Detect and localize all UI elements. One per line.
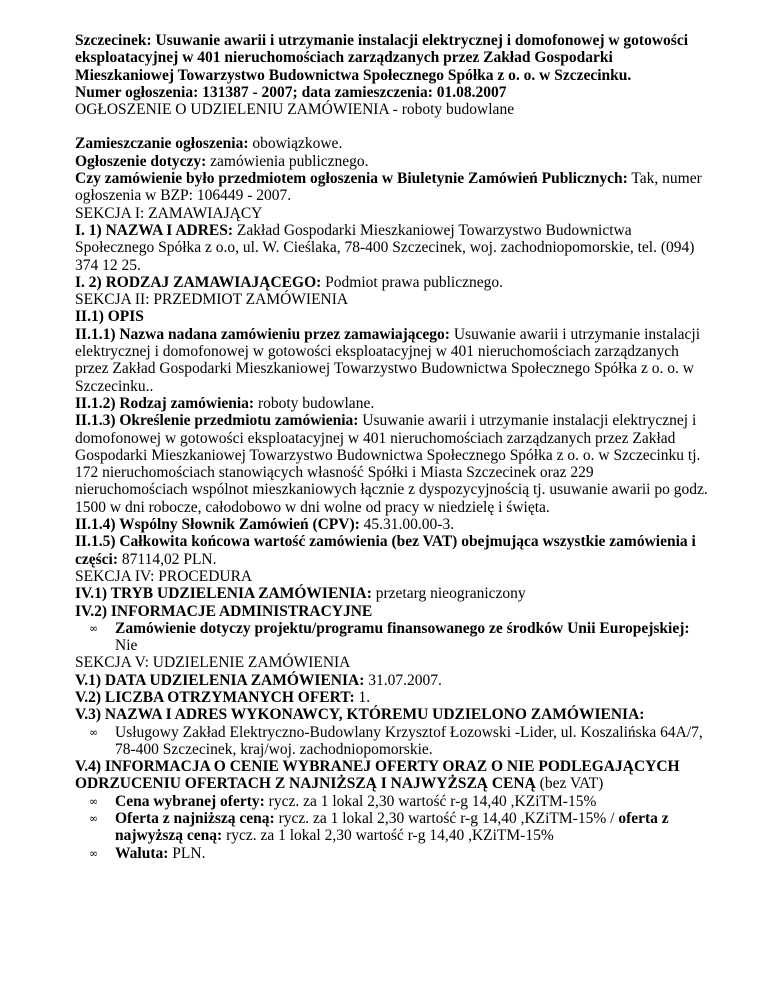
document-header xyxy=(75,32,710,101)
list-item: ∞ Waluta: PLN. xyxy=(89,844,206,862)
section-heading-2: SEKCJA II: PRZEDMIOT ZAMÓWIENIA xyxy=(75,291,349,309)
list-item: ∞ Usługowy Zakład Elektryczno-Budowlany Krzysztof Łozowski -Lider, ul. Koszalińska 64A/7, 78-400 Szczecinek, kraj/woj. zachodniopomorskie. xyxy=(89,723,703,758)
announcement-type: OGŁOSZENIE O UDZIELENIU ZAMÓWIENIA - roboty budowlane xyxy=(75,101,515,119)
field-tryb: IV.1) TRYB UDZIELENIA ZAMÓWIENIA: przetarg nieograniczony xyxy=(75,585,526,603)
field-nazwa-adres: I. 1) NAZWA I ADRES: Zakład Gospodarki Mieszkaniowej Towarzystwo Budownictwa Społecznego Spółka z o.o, ul. W. Cieślaka, 78-400 Szczecinek, woj. zachodniopomorskie, tel. (094) 374 12 25. xyxy=(75,221,695,274)
field-rodzaj-zamowienia: II.1.2) Rodzaj zamówienia: roboty budowlane. xyxy=(75,394,375,412)
infinity-bullet-icon: ∞ xyxy=(89,794,99,808)
field-bzp: Czy zamówienie było przedmiotem ogłoszenia w Biuletynie Zamówień Publicznych: Tak, numer ogłoszenia w BZP: 106449 - 2007. xyxy=(75,170,702,205)
field-wykonawca-heading: V.3) NAZWA I ADRES WYKONAWCY, KTÓREMU UDZIELONO ZAMÓWIENIA: xyxy=(75,706,645,724)
list-item: ∞ Oferta z najniższą ceną: rycz. za 1 lokal 2,30 wartość r-g 14,40 ,KZiTM-15% / oferta z najwyższą ceną: rycz. za 1 lokal 2,30 wartość r-g 14,40 ,KZiTM-15% xyxy=(89,810,669,845)
contractor-list xyxy=(75,724,710,759)
infinity-bullet-icon: ∞ xyxy=(89,812,99,826)
field-rodzaj-zamawiajacego: I. 2) RODZAJ ZAMAWIAJĄCEGO: Podmiot prawa publicznego. xyxy=(75,273,503,291)
section-heading-5: SEKCJA V: UDZIELENIE ZAMÓWIENIA xyxy=(75,654,351,672)
field-liczba-ofert: V.2) LICZBA OTRZYMANYCH OFERT: 1. xyxy=(75,688,371,706)
field-dotyczy: Ogłoszenie dotyczy: zamówienia publicznego. xyxy=(75,152,369,170)
subsection-opis: II.1) OPIS xyxy=(75,308,144,326)
field-przedmiot: II.1.3) Określenie przedmiotu zamówienia: Usuwanie awarii i utrzymanie instalacji elektrycznej i domofonowej w gotowości eksploatacyjnej w 401 nieruchomościach zarządzanych przez Zakład Gospodarki Mieszkaniowej Towarzystwo Budownictwa Społecznego Spółka z o. o. w Szczecinku tj. 172 nieruchomościach stanowiących własność Spółki i Miasta Szczecinek oraz 229 nieruchomościach wspólnot mieszkaniowych łącznie z dyspozycyjnością tj. usuwanie awarii po godz. 1500 w dni robocze, całodobowo w dni wolne od pracy w niedzielę i święta. xyxy=(75,412,708,516)
field-cena-heading: V.4) INFORMACJA O CENIE WYBRANEJ OFERTY ORAZ O NIE PODLEGAJĄCYCH ODRZUCENIU OFERTACH Z NAJNIŻSZĄ I NAJWYŻSZĄ CENĄ (bez VAT) xyxy=(75,758,680,793)
announcement-number: Numer ogłoszenia: 131387 - 2007; data zamieszczenia: 01.08.2007 xyxy=(75,83,507,101)
infinity-bullet-icon: ∞ xyxy=(89,846,99,860)
field-cpv: II.1.4) Wspólny Słownik Zamówień (CPV): 45.31.00.00-3. xyxy=(75,516,455,534)
field-wartosc: II.1.5) Całkowita końcowa wartość zamówienia (bez VAT) obejmująca wszystkie zamówienia i części: 87114,02 PLN. xyxy=(75,533,696,568)
field-nazwa-zamowienia: II.1.1) Nazwa nadana zamówieniu przez zamawiającego: Usuwanie awarii i utrzymanie instalacji elektrycznej i domofonowej w gotowości eksploatacyjnej w 401 nieruchomościach zarządzanych przez Zakład Gospodarki Mieszkaniowej Towarzystwo Budownictwa Społecznego Spółka z o. o. w Szczecinku.. xyxy=(75,325,701,395)
list-item: ∞ Zamówienie dotyczy projektu/programu finansowanego ze środków Unii Europejskiej: Nie xyxy=(89,619,690,655)
section-heading-1: SEKCJA I: ZAMAWIAJĄCY xyxy=(75,204,263,222)
price-list xyxy=(75,793,710,862)
admin-list xyxy=(75,620,710,655)
list-item: ∞ Cena wybranej oferty: rycz. za 1 lokal 2,30 wartość r-g 14,40 ,KZiTM-15% xyxy=(89,792,597,810)
infinity-bullet-icon: ∞ xyxy=(89,725,99,739)
subsection-administracyjne: IV.2) INFORMACJE ADMINISTRACYJNE xyxy=(75,602,373,620)
section-heading-4: SEKCJA IV: PROCEDURA xyxy=(75,567,253,585)
field-data-udzielenia: V.1) DATA UDZIELENIA ZAMÓWIENIA: 31.07.2007. xyxy=(75,671,442,689)
document-title: Szczecinek: Usuwanie awarii i utrzymanie instalacji elektrycznej i domofonowej w gotowości eksploatacyjnej w 401 nieruchomościach zarządzanych przez Zakład Gospodarki Mieszkaniowej Towarzystwo Budownictwa Społecznego Spółka z o. o. w Szczecinku. xyxy=(75,32,688,84)
infinity-bullet-icon: ∞ xyxy=(89,621,99,635)
field-zamieszczanie: Zamieszczanie ogłoszenia: obowiązkowe. xyxy=(75,135,343,153)
